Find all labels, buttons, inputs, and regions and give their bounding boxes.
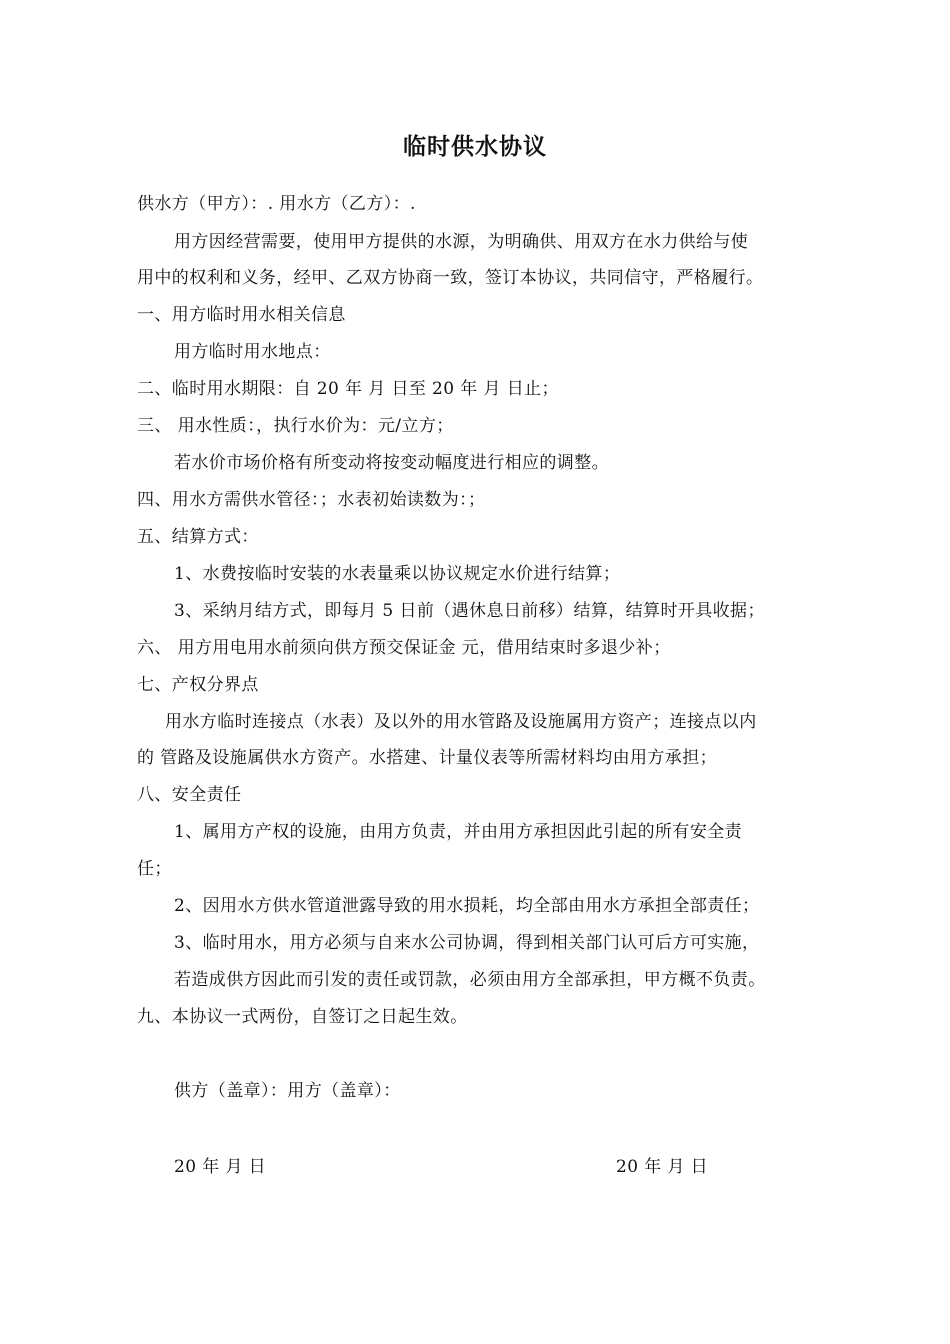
- safety-item-3: 3、临时用水，用方必须与自来水公司协调，得到相关部门认可后方可实施，: [174, 933, 760, 953]
- section-9-effective: 九、本协议一式两份，自签订之日起生效。: [137, 1007, 468, 1027]
- section-7-heading: 七、产权分界点: [137, 675, 259, 695]
- property-line-2: 的 管路及设施属供水方资产。水搭建、计量仪表等所需材料均由用方承担；: [137, 748, 718, 768]
- section-4-pipe: 四、用水方需供水管径：；水表初始读数为：；: [137, 490, 486, 510]
- settlement-item-3: 3、采纳月结方式，即每月 5 日前（遇休息日前移）结算，结算时开具收据；: [174, 601, 765, 621]
- date-right: 20 年 月 日: [616, 1157, 709, 1177]
- document-title: 临时供水协议: [403, 134, 547, 160]
- price-adjust-line: 若水价市场价格有所变动将按变动幅度进行相应的调整。: [174, 453, 609, 473]
- safety-item-2: 2、因用水方供水管道泄露导致的用水损耗，均全部由用水方承担全部责任；: [174, 896, 760, 916]
- water-location-line: 用方临时用水地点：: [174, 342, 331, 362]
- date-left: 20 年 月 日: [174, 1157, 267, 1177]
- preamble-line-2: 用中的权利和义务，经甲、乙双方协商一致，签订本协议，共同信守，严格履行。: [137, 268, 764, 288]
- section-1-heading: 一、用方临时用水相关信息: [137, 305, 346, 325]
- safety-item-3-cont: 若造成供方因此而引发的责任或罚款，必须由用方全部承担，甲方概不负责。: [174, 970, 766, 990]
- preamble-line-1: 用方因经营需要，使用甲方提供的水源，为明确供、用双方在水力供给与使: [174, 232, 749, 252]
- section-5-heading: 五、结算方式：: [137, 527, 259, 547]
- section-2-period: 二、临时用水期限：自 20 年 月 日至 20 年 月 日止；: [137, 379, 559, 399]
- section-6-deposit: 六、 用方用电用水前须向供方预交保证金 元，借用结束时多退少补；: [137, 638, 671, 658]
- settlement-item-1: 1、水费按临时安装的水表量乘以协议规定水价进行结算；: [174, 564, 621, 584]
- signature-line: 供方（盖章）：用方（盖章）：: [174, 1081, 401, 1101]
- safety-item-1: 1、属用方产权的设施，由用方负责，并由用方承担因此引起的所有安全责: [174, 822, 743, 842]
- safety-item-1-cont: 任；: [137, 859, 172, 879]
- section-3-nature: 三、 用水性质：，执行水价为：元/立方；: [137, 416, 454, 436]
- section-8-heading: 八、安全责任: [137, 785, 242, 805]
- parties-line: 供水方（甲方）：. 用水方（乙方）：.: [137, 194, 416, 214]
- property-line-1: 用水方临时连接点（水表）及以外的用水管路及设施属用方资产；连接点以内: [165, 712, 757, 732]
